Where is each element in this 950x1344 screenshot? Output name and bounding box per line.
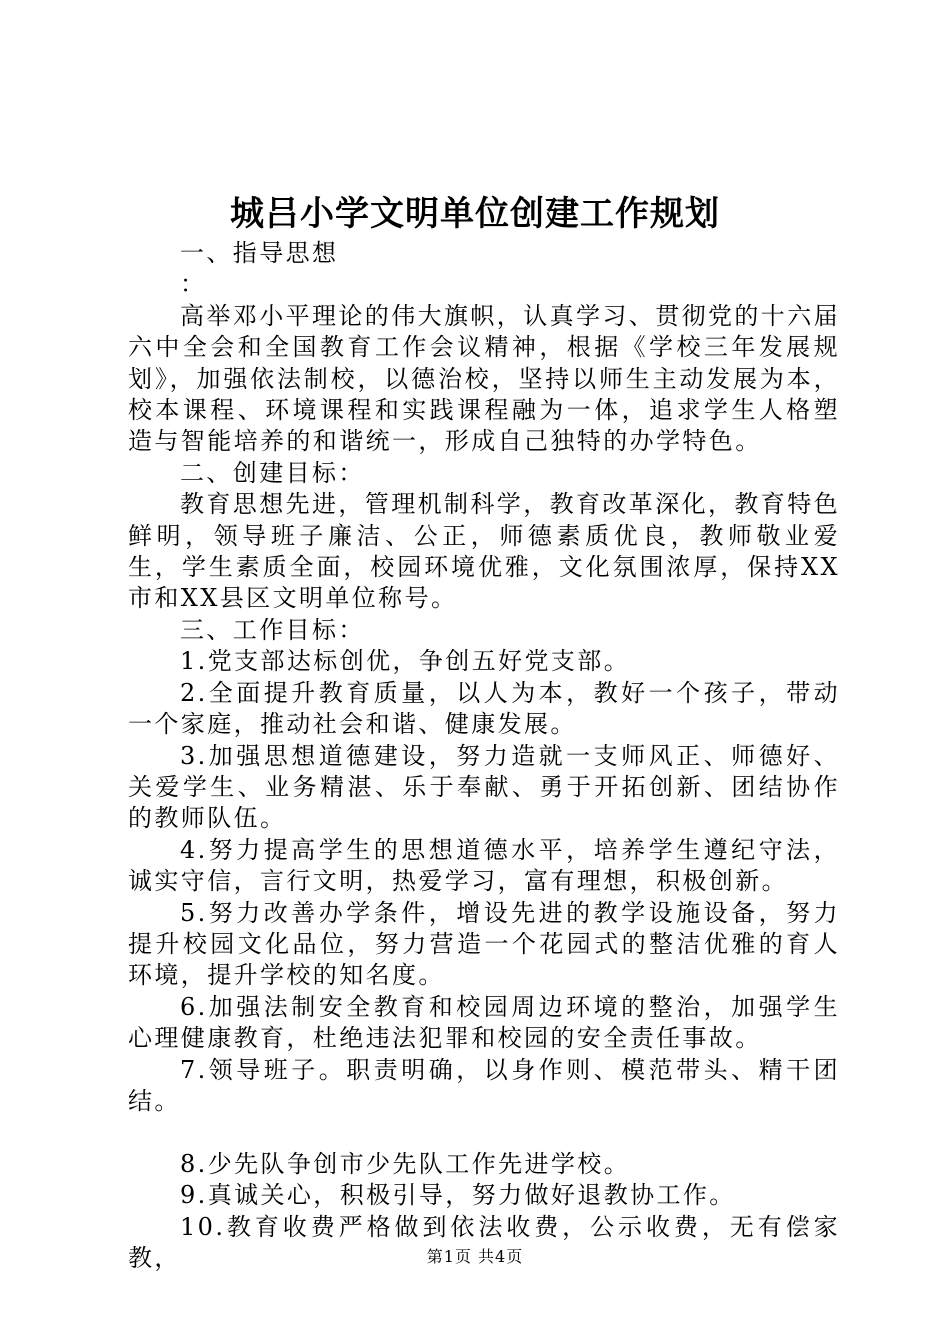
document-title: 城吕小学文明单位创建工作规划 — [230, 194, 720, 234]
list-item-4: 4.努力提高学生的思想道德水平，培养学生遵纪守法，诚实守信，言行文明，热爱学习，富有理想，积极创新。 — [128, 835, 840, 896]
list-item-10: 10.教育收费严格做到依法收费，公示收费，无有偿家教， — [128, 1212, 840, 1272]
stray-colon: ： — [180, 270, 207, 299]
list-item-5: 5.努力改善办学条件，增设先进的教学设施设备，努力提升校园文化品位，努力营造一个花园式的整洁优雅的育人环境，提升学校的知名度。 — [128, 898, 840, 990]
page-number-footer: 第1页 共4页 — [426, 1247, 524, 1266]
list-item-9: 9.真诚关心，积极引导，努力做好退教协工作。 — [180, 1181, 736, 1210]
list-item-7: 7.领导班子。职责明确，以身作则、模范带头、精干团结。 — [128, 1055, 840, 1115]
paragraph-goals: 教育思想先进，管理机制科学，教育改革深化，教育特色鲜明，领导班子廉洁、公正，师德素质优良，教师敬业爱生，学生素质全面，校园环境优雅，文化氛围浓厚，保持XX市和XX县区文明单位称号。 — [128, 490, 840, 613]
list-item-3: 3.加强思想道德建设，努力造就一支师风正、师德好、关爱学生、业务精湛、乐于奉献、勇于开拓创新、团结协作的教师队伍。 — [128, 741, 840, 833]
list-item-1: 1.党支部达标创优，争创五好党支部。 — [180, 647, 631, 676]
list-item-8: 8.少先队争创市少先队工作先进学校。 — [180, 1149, 631, 1178]
list-item-2: 2.全面提升教育质量，以人为本，教好一个孩子，带动一个家庭，推动社会和谐、健康发展。 — [128, 678, 840, 739]
section-heading-work-goals: 三、工作目标： — [180, 615, 365, 644]
section-heading-goals: 二、创建目标： — [180, 458, 365, 487]
section-heading-guiding-thought: 一、指导思想 — [180, 239, 339, 267]
paragraph-guiding-thought: 高举邓小平理论的伟大旗帜，认真学习、贯彻党的十六届六中全会和全国教育工作会议精神，根据《学校三年发展规划》，加强依法制校，以德治校，坚持以师生主动发展为本，校本课程、环境课程和实践课程融为一体，追求学生人格塑造与智能培养的和谐统一，形成自己独特的办学特色。 — [128, 301, 840, 456]
list-item-6: 6.加强法制安全教育和校园周边环境的整治，加强学生心理健康教育，杜绝违法犯罪和校园的安全责任事故。 — [128, 992, 840, 1053]
document-body — [128, 238, 840, 1274]
